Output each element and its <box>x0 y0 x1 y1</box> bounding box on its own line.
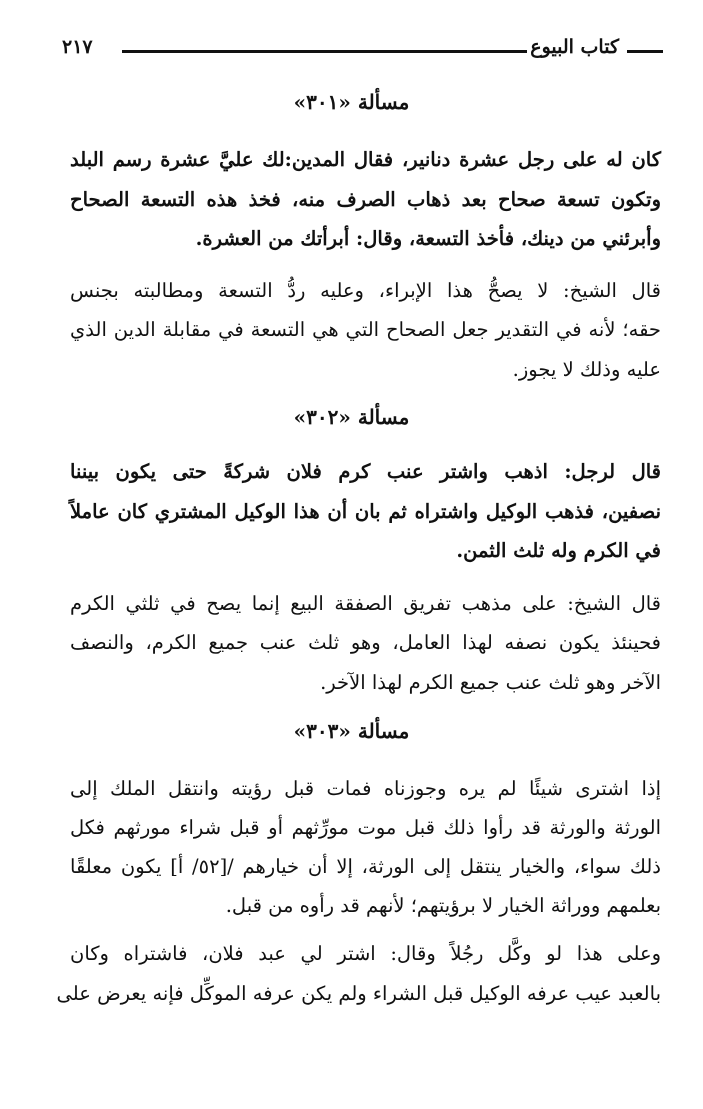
paragraph-line: في الكرم وله ثلث الثمن. <box>456 539 661 562</box>
issue-heading-301: مسألة «٣٠١» <box>293 90 410 114</box>
paragraph-line: عليه وذلك لا يجوز. <box>512 358 661 381</box>
paragraph-line: حقه؛ لأنه في التقدير جعل الصحاح التي هي التسعة في مقابلة الدين الذي <box>70 318 661 341</box>
paragraph-line: ذلك سواء، والخيار ينتقل إلى الورثة، إلا أن خيارهم /[٥٢/ أ] يكون معلقًا <box>70 855 661 878</box>
paragraph-line: كان له على رجل عشرة دنانير، فقال المدين:لك عليَّ عشرة رسم البلد <box>70 148 661 171</box>
paragraph-line: وعلى هذا لو وكَّل رجُلاً وقال: اشتر لي عبد فلان، فاشتراه وكان <box>70 942 661 965</box>
paragraph-line: نصفين، فذهب الوكيل واشتراه ثم بان أن هذا الوكيل المشتري كان عاملاً <box>70 500 661 523</box>
paragraph-line: بعلمهم ووراثة الخيار لا برؤيتهم؛ لأنهم قد رأوه من قبل. <box>225 894 661 917</box>
header-rule <box>122 50 527 53</box>
paragraph-line: قال لرجل: اذهب واشتر عنب كرم فلان شركةً حتى يكون بيننا <box>70 460 661 483</box>
paragraph-line: وأبرئني من دينك، فأخذ التسعة، وقال: أبرأتك من العشرة. <box>195 227 661 250</box>
paragraph-line: فحينئذ يكون نصفه لهذا العامل، وهو ثلث عنب جميع الكرم، والنصف <box>70 631 661 654</box>
issue-heading-302: مسألة «٣٠٢» <box>293 405 410 429</box>
paragraph-line: قال الشيخ: لا يصحُّ هذا الإبراء، وعليه ردُّ التسعة ومطالبته بجنس <box>70 279 661 302</box>
paragraph-line: إذا اشترى شيئًا لم يره وجوزناه فمات قبل رؤيته وانتقل الملك إلى <box>70 777 661 800</box>
running-header <box>62 34 663 68</box>
paragraph-line: الورثة والورثة قد رأوا ذلك قبل موت مورِّثهم أو قبل شراء مورثهم فكل <box>70 816 661 839</box>
book-title: كتاب البيوع <box>530 36 619 58</box>
paragraph-line: قال الشيخ: على مذهب تفريق الصفقة البيع إنما يصح في ثلثي الكرم <box>70 592 661 615</box>
header-rule-short <box>627 50 663 53</box>
paragraph-line: بالعبد عيب عرفه الوكيل قبل الشراء ولم يكن عرفه الموكِّل فإنه يعرض على <box>56 982 661 1005</box>
issue-heading-303: مسألة «٣٠٣» <box>293 719 410 743</box>
paragraph-line: وتكون تسعة صحاح بعد ذهاب الصرف منه، فخذ هذه التسعة الصحاح <box>70 188 661 211</box>
page-number: ٢١٧ <box>62 36 93 58</box>
paragraph-line: الآخر وهو ثلث عنب جميع الكرم لهذا الآخر. <box>320 671 661 694</box>
